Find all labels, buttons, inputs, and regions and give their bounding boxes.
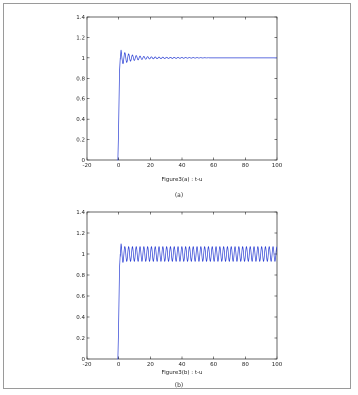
y-tick-label: 1.4 [76, 15, 85, 21]
panel-a [76, 15, 282, 199]
y-tick-label: 1.4 [76, 210, 85, 216]
y-tick-label: 0 [81, 357, 85, 363]
plot-a-axes-box [87, 17, 277, 160]
x-tick-label: 100 [271, 163, 283, 169]
x-tick-label: 0 [116, 163, 121, 169]
y-tick-label: 1.2 [76, 35, 85, 42]
y-tick-label: 1.2 [76, 231, 85, 237]
x-tick-label: 40 [178, 163, 186, 169]
y-tick-label: 0.2 [76, 137, 85, 144]
plot-b-caption: (b) [174, 382, 184, 389]
panel-b [76, 210, 282, 389]
y-tick-label: 0.4 [76, 117, 85, 124]
x-tick-label: 20 [146, 362, 154, 368]
y-tick-label: 0 [81, 158, 85, 164]
x-tick-label: 60 [210, 163, 218, 169]
y-tick-label: 0.6 [76, 294, 85, 300]
y-tick-label: 0.8 [76, 76, 85, 83]
x-tick-label: 80 [241, 362, 249, 368]
y-tick-label: 1 [81, 252, 85, 258]
y-tick-label: 0.2 [76, 336, 85, 342]
y-tick-label: 0.4 [76, 315, 85, 321]
x-tick-label: 0 [116, 362, 121, 368]
y-tick-label: 0.6 [76, 96, 85, 103]
y-tick-label: 0.8 [76, 273, 85, 279]
x-tick-label: 20 [146, 163, 154, 169]
plot-a-xlabel: Figure3(a) : t-u [161, 177, 203, 183]
x-tick-label: 100 [271, 362, 283, 368]
x-tick-label: 60 [210, 362, 218, 368]
x-tick-label: -20 [82, 163, 92, 169]
plot-b-xlabel: Figure3(b) : t-u [161, 370, 203, 376]
x-tick-label: 40 [178, 362, 186, 368]
x-tick-label: -20 [82, 362, 92, 368]
plot-a-caption: (a) [174, 192, 184, 199]
y-tick-label: 1 [81, 55, 85, 62]
x-tick-label: 80 [241, 163, 249, 169]
plot-b-axes-box [87, 212, 277, 359]
